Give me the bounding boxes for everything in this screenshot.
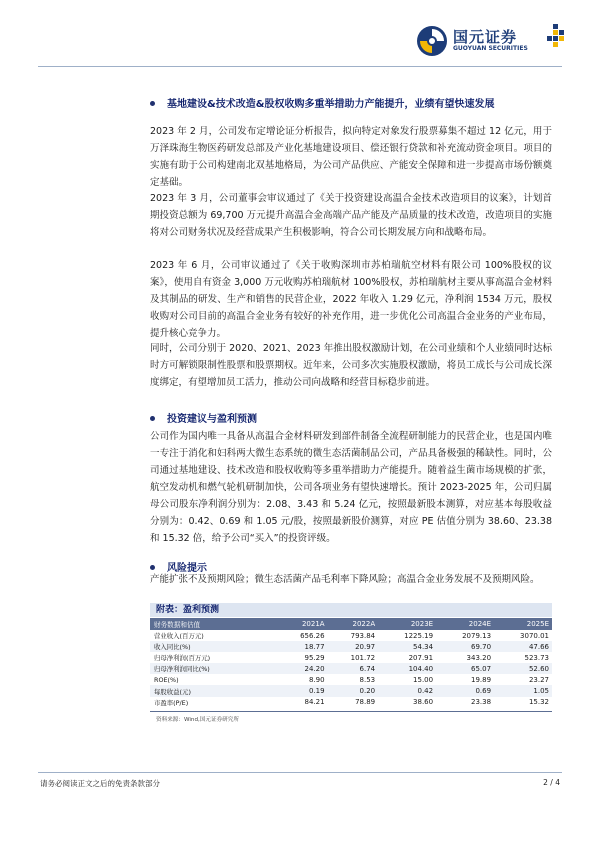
- table-cell: 38.60: [413, 698, 434, 707]
- table-row: [150, 630, 552, 641]
- table-row: [150, 641, 552, 652]
- bullet-icon: [150, 565, 155, 570]
- table-cell: 0.42: [378, 685, 436, 696]
- table-cell: 23.38: [470, 698, 492, 707]
- table-cell: 0.69: [436, 685, 494, 696]
- guoyuan-logo-icon: [415, 24, 449, 58]
- table-cell: 营业收入(百万元): [154, 632, 204, 641]
- stair-pattern-icon: [539, 24, 565, 54]
- table-cell: 18.77: [277, 641, 328, 652]
- table-cell: 104.40: [378, 663, 436, 674]
- table-cell: ROE(%): [154, 675, 179, 684]
- section-heading-text: 投资建议与盈利预测: [167, 414, 257, 425]
- table-cell: 65.07: [436, 663, 494, 674]
- table-cell: 1.05: [494, 685, 552, 696]
- table-cell: 归母净利润(百万元): [154, 654, 211, 663]
- section-heading-text: 基地建设&技术改造&股权收购多重举措助力产能提升，业绩有望快速发展: [167, 99, 495, 110]
- table-cell: 0.19: [277, 685, 328, 696]
- table-cell: 8.90: [308, 675, 325, 684]
- paragraph-risk: 产能扩张不及预期风险；微生态活菌产品毛利率下降风险；高温合金业务发展不及预期风险。: [150, 574, 540, 585]
- table-cell: 15.32: [528, 698, 549, 707]
- table-cell: 每股收益(元): [150, 685, 277, 696]
- table-cell: 3070.01: [520, 631, 549, 640]
- table-cell: 归母净利润同比(%): [150, 663, 277, 674]
- paragraph-incentive: 同时，公司分别于 2020、2021、2023 年推出股权激励计划，在公司业绩和个人业绩同时达标时方可解锁限制性股票和股票期权。近年来，公司多次实施股权激励，将员工成长与公司成长深度绑定，有望增加员工活力，推动公司向战略和经营目标稳步前进。: [150, 343, 552, 388]
- table-cell: 95.29: [304, 653, 325, 662]
- table-header-cell: 2022A: [328, 618, 379, 630]
- table-cell: 78.89: [355, 698, 376, 707]
- page-number: 2 / 4: [543, 778, 560, 787]
- footer-divider: [38, 772, 562, 773]
- table-cell: 1225.19: [404, 631, 434, 640]
- table-cell: 6.74: [328, 663, 379, 674]
- table-cell: 101.72: [350, 653, 376, 662]
- table-header-cell: 2023E: [378, 618, 436, 630]
- table-header-cell: 2021A: [277, 618, 328, 630]
- table-cell: 24.20: [277, 663, 328, 674]
- bullet-icon: [150, 416, 155, 421]
- table-cell: 343.20: [466, 653, 492, 662]
- table-cell: 84.21: [304, 698, 325, 707]
- brand-logo: [415, 24, 565, 58]
- table-cell: 2079.13: [462, 631, 492, 640]
- section-heading-growth: [150, 95, 494, 110]
- table-cell: 23.27: [528, 675, 549, 684]
- table-header-cell: 2024E: [436, 618, 494, 630]
- table-cell: 市盈率(P/E): [154, 698, 189, 707]
- table-cell: 69.70: [436, 641, 494, 652]
- table-header-row: [150, 618, 552, 630]
- brand-name-cn: 国元证券: [453, 28, 518, 46]
- table-cell: 47.66: [494, 641, 552, 652]
- paragraph-tech-upgrade: 2023 年 3 月，公司董事会审议通过了《关于投资建设高温合金技术改造项目的议案》，计划首期投资总额为 69,700 万元提升高温合金高端产品产能及产品质量的技术改造，改造项目的实施将对公司财务状况及经营成果产生积极影响，符合公司长期发展方向和战略布局。: [150, 193, 552, 238]
- table-cell: 19.89: [470, 675, 492, 684]
- table-cell: 收入同比(%): [150, 641, 277, 652]
- table-cell: 0.20: [328, 685, 379, 696]
- table-cell: 54.34: [378, 641, 436, 652]
- section-heading-investment: [150, 410, 257, 425]
- brand-name-en: GUOYUAN SECURITIES: [453, 45, 528, 52]
- header-divider: [38, 66, 562, 67]
- table-cell: 52.60: [494, 663, 552, 674]
- table-header-cell: 财务数据和估值: [150, 618, 277, 630]
- forecast-table: [150, 618, 552, 708]
- table-cell: 8.53: [359, 675, 376, 684]
- section-heading-text: 风险提示: [167, 563, 207, 574]
- table-row: [150, 697, 552, 708]
- table-title: 附表：盈利预测: [150, 603, 552, 617]
- table-row: [150, 674, 552, 685]
- table-cell: 523.73: [524, 653, 549, 662]
- bullet-icon: [150, 101, 155, 106]
- table-row: [150, 685, 552, 696]
- paragraph-investment: 公司作为国内唯一具备从高温合金材料研发到部件制备全流程研制能力的民营企业，也是国内唯一专注于消化和妇科两大微生态系统的微生态活菌制品公司，产品具备极强的稀缺性。同时，公司通过基地建设、技术改造和股权收购等多重举措助力产能提升。随着益生菌市场规模的扩张，航空发动机和燃气轮机研制加快，公司各项业务有望快速增长。预计 2023-2025 年，公司归属母公司股东净利润分别为：2.08、3.43 和 5.24 亿元，按照最新股本测算，对应基本每股收益分别为：0.42、0.69 和 1.05 元/股，按照最新股价测算，对应 PE 估值分别为 38.60、23.38 和 15.32 倍，给予公司“买入”的投资评级。: [150, 431, 552, 544]
- table-source: 资料来源：Wind,国元证券研究所: [156, 717, 239, 723]
- table-header-cell: 2025E: [494, 618, 552, 630]
- table-cell: 656.26: [300, 631, 325, 640]
- table-cell: 207.91: [408, 653, 434, 662]
- table-bottom-rule: [150, 711, 552, 712]
- table-row: [150, 652, 552, 663]
- table-cell: 793.84: [350, 631, 376, 640]
- paragraph-acquisition: 2023 年 6 月，公司审议通过了《关于收购深圳市苏柏瑞航空材料有限公司 100%股权的议案》，使用自有资金 3,000 万元收购苏柏瑞航材 100%股权，苏柏瑞航材主要从事高温合金材料及其制品的研发、生产和销售的民营企业，2022 年收入 1.29 亿元，净利润 1534 万元，股权收购对公司目前的高温合金业务有较好的补充作用，进一步优化公司高温合金业务的产业布局，提升核心竞争力。: [150, 260, 552, 339]
- table-cell: 20.97: [328, 641, 379, 652]
- table-row: [150, 663, 552, 674]
- footer-disclaimer: 请务必阅读正文之后的免责条款部分: [40, 779, 160, 788]
- paragraph-placement: 2023 年 2 月，公司发布定增论证分析报告，拟向特定对象发行股票募集不超过 12 亿元，用于万泽珠海生物医药研发总部及产业化基地建设项目、偿还银行贷款和补充流动资金项目。项目的实施有助于公司构建南北双基地格局，为公司产品供应、产能安全保障和进一步提高市场份额奠定基础。: [150, 126, 552, 188]
- table-cell: 15.00: [413, 675, 434, 684]
